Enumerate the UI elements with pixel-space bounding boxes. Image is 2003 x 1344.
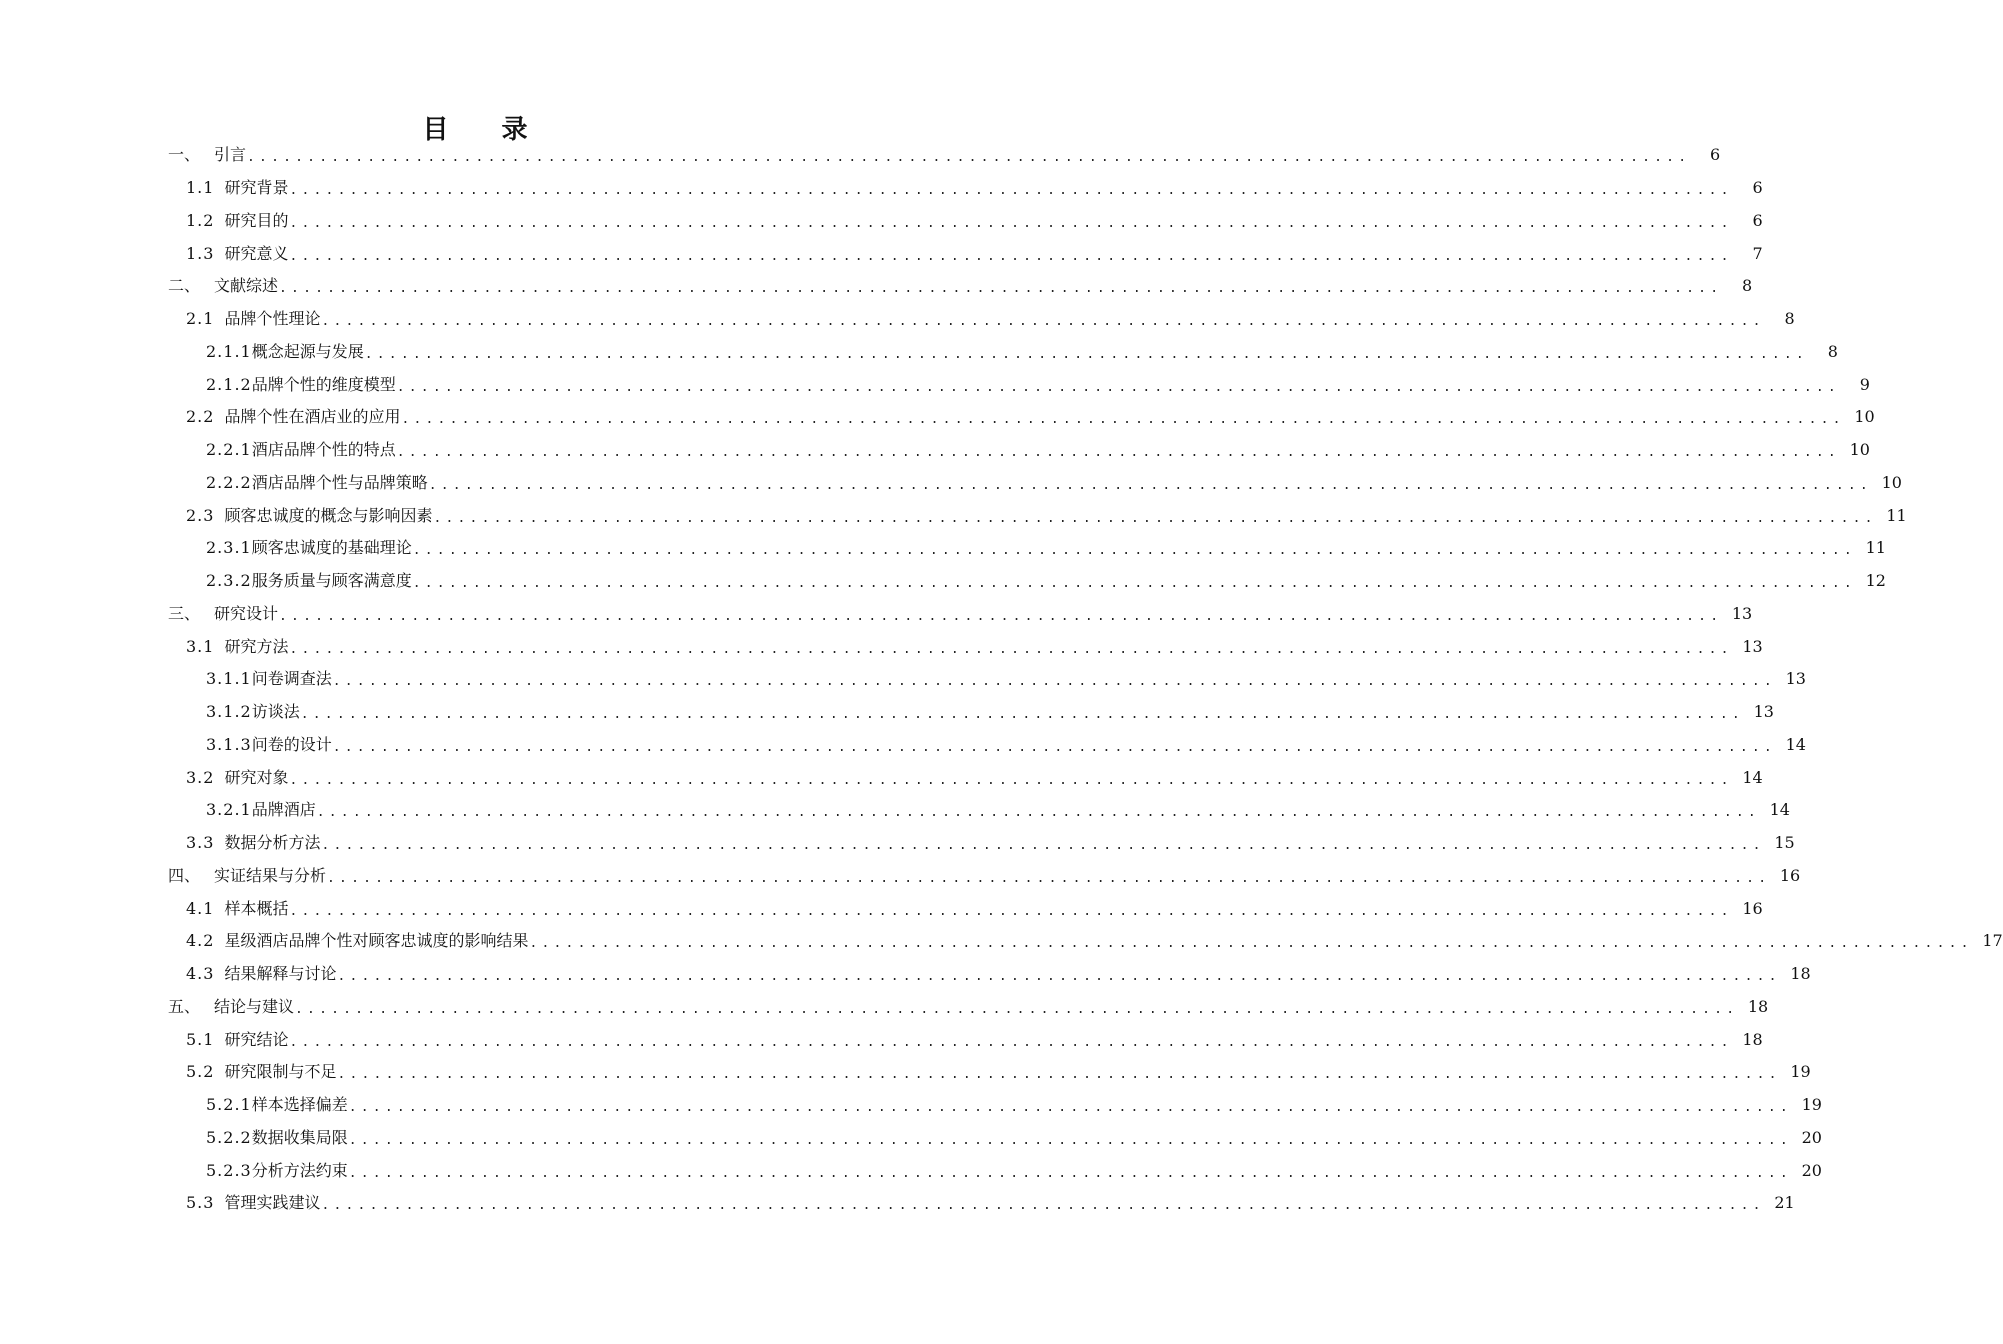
toc-entry-number: 5.2.1 xyxy=(206,1095,252,1115)
toc-entry-label: 实证结果与分析 xyxy=(214,865,327,885)
toc-dot-leader: ........................................................................................................................ xyxy=(279,608,1723,624)
toc-entry[interactable] xyxy=(0,925,2003,958)
toc-entry-label: 研究意义 xyxy=(224,243,289,263)
toc-entry-label: 结论与建议 xyxy=(214,996,295,1016)
toc-entry[interactable] xyxy=(0,172,1763,205)
toc-entry[interactable] xyxy=(0,1154,1822,1187)
toc-dot-leader: ........................................................................................................................ xyxy=(337,969,1781,985)
toc-entry-label: 研究结论 xyxy=(224,1029,289,1049)
toc-entry-number: 3.2 xyxy=(186,767,215,787)
toc-entry-number: 3.1.1 xyxy=(206,669,252,689)
toc-entry[interactable] xyxy=(0,565,1886,598)
toc-entry-label: 研究背景 xyxy=(224,178,289,198)
toc-entry[interactable] xyxy=(0,761,1763,794)
toc-dot-leader: ........................................................................................................................ xyxy=(348,1132,1792,1148)
toc-entry-page-number: 14 xyxy=(1769,800,1790,820)
toc-dot-leader: ........................................................................................................................ xyxy=(289,183,1733,199)
toc-list xyxy=(0,139,2003,1220)
toc-entry-number: 一、 xyxy=(168,145,201,165)
toc-entry-label: 研究对象 xyxy=(224,767,289,787)
toc-entry[interactable] xyxy=(0,368,1870,401)
toc-entry-number: 2.1.2 xyxy=(206,374,252,394)
toc-dot-leader: ........................................................................................................................ xyxy=(327,870,1771,886)
toc-entry-page-number: 13 xyxy=(1731,603,1753,623)
toc-entry[interactable] xyxy=(0,237,1763,270)
toc-entry-page-number: 8 xyxy=(1742,276,1753,296)
toc-entry[interactable] xyxy=(0,303,1795,336)
toc-entry[interactable] xyxy=(0,467,1902,500)
toc-entry-number: 2.2 xyxy=(186,407,215,427)
toc-entry-page-number: 18 xyxy=(1747,996,1769,1016)
toc-entry-page-number: 8 xyxy=(1827,341,1838,361)
toc-entry-page-number: 9 xyxy=(1859,374,1870,394)
toc-entry-label: 星级酒店品牌个性对顾客忠诚度的影响结果 xyxy=(224,931,529,951)
toc-entry-label: 概念起源与发展 xyxy=(251,341,364,361)
toc-entry-page-number: 10 xyxy=(1854,407,1875,427)
toc-dot-leader: ........................................................................................................................ xyxy=(321,1198,1765,1214)
toc-entry-number: 3.2.1 xyxy=(206,800,252,820)
toc-entry[interactable] xyxy=(0,1187,1795,1220)
toc-entry-label: 品牌酒店 xyxy=(251,800,316,820)
toc-entry-page-number: 19 xyxy=(1790,1062,1811,1082)
toc-entry-page-number: 13 xyxy=(1785,669,1806,689)
toc-entry-page-number: 19 xyxy=(1801,1095,1822,1115)
toc-entry-page-number: 14 xyxy=(1785,734,1806,754)
toc-entry-page-number: 7 xyxy=(1752,243,1763,263)
toc-entry-page-number: 10 xyxy=(1881,472,1902,492)
toc-entry-page-number: 18 xyxy=(1790,964,1811,984)
toc-entry-number: 2.2.2 xyxy=(206,472,252,492)
toc-entry-page-number: 11 xyxy=(1886,505,1907,525)
toc-entry-label: 结果解释与讨论 xyxy=(224,964,337,984)
toc-entry-page-number: 16 xyxy=(1742,898,1763,918)
toc-entry[interactable] xyxy=(0,1023,1763,1056)
toc-dot-leader: ........................................................................................................................ xyxy=(396,445,1840,461)
toc-entry[interactable] xyxy=(0,270,1753,303)
toc-dot-leader: ........................................................................................................................ xyxy=(529,936,1973,952)
toc-entry-number: 5.2 xyxy=(186,1062,215,1082)
toc-entry-page-number: 17 xyxy=(1982,931,2003,951)
toc-entry-label: 顾客忠诚度的概念与影响因素 xyxy=(224,505,433,525)
toc-entry[interactable] xyxy=(0,1089,1822,1122)
toc-entry-page-number: 13 xyxy=(1753,702,1774,722)
toc-entry-label: 访谈法 xyxy=(251,702,300,722)
toc-entry[interactable] xyxy=(0,401,1875,434)
toc-entry-number: 2.3.1 xyxy=(206,538,252,558)
toc-entry-number: 四、 xyxy=(168,865,201,885)
toc-entry-label: 酒店品牌个性的特点 xyxy=(251,440,396,460)
toc-entry-page-number: 13 xyxy=(1742,636,1763,656)
toc-dot-leader: ........................................................................................................................ xyxy=(295,1001,1739,1017)
toc-entry-label: 数据收集局限 xyxy=(251,1127,348,1147)
toc-entry-number: 1.3 xyxy=(186,243,215,263)
toc-dot-leader: ........................................................................................................................ xyxy=(321,314,1765,330)
toc-entry[interactable] xyxy=(0,434,1870,467)
toc-dot-leader: ........................................................................................................................ xyxy=(316,805,1760,821)
toc-entry-number: 3.1.2 xyxy=(206,702,252,722)
toc-entry-number: 5.1 xyxy=(186,1029,215,1049)
toc-entry-label: 品牌个性的维度模型 xyxy=(251,374,396,394)
toc-entry-number: 2.1 xyxy=(186,309,215,329)
toc-entry-number: 5.2.3 xyxy=(206,1160,252,1180)
toc-entry-label: 品牌个性理论 xyxy=(224,309,321,329)
toc-entry-label: 品牌个性在酒店业的应用 xyxy=(224,407,401,427)
toc-entry-page-number: 6 xyxy=(1752,178,1763,198)
toc-entry-page-number: 20 xyxy=(1801,1160,1822,1180)
toc-entry[interactable] xyxy=(0,336,1838,369)
toc-entry-label: 文献综述 xyxy=(214,276,279,296)
toc-title: 目 录 xyxy=(422,115,550,145)
toc-entry-number: 1.2 xyxy=(186,210,215,230)
toc-entry-label: 顾客忠诚度的基础理论 xyxy=(251,538,412,558)
toc-entry-label: 研究目的 xyxy=(224,210,289,230)
toc-entry-label: 分析方法约束 xyxy=(251,1160,348,1180)
toc-entry[interactable] xyxy=(0,696,1774,729)
toc-entry-number: 1.1 xyxy=(186,178,215,198)
toc-entry-page-number: 16 xyxy=(1779,865,1801,885)
toc-entry-number: 五、 xyxy=(168,996,201,1016)
toc-entry-label: 研究方法 xyxy=(224,636,289,656)
toc-entry[interactable] xyxy=(0,1056,1811,1089)
toc-entry-page-number: 15 xyxy=(1774,833,1795,853)
toc-entry-number: 3.1 xyxy=(186,636,215,656)
toc-entry-number: 3.1.3 xyxy=(206,734,252,754)
toc-entry-label: 研究设计 xyxy=(214,603,279,623)
toc-dot-leader: ........................................................................................................................ xyxy=(348,1100,1792,1116)
toc-entry-label: 管理实践建议 xyxy=(224,1193,321,1213)
toc-entry[interactable] xyxy=(0,892,1763,925)
toc-dot-leader: ........................................................................................................................ xyxy=(321,838,1765,854)
toc-dot-leader: ........................................................................................................................ xyxy=(289,772,1733,788)
toc-dot-leader: ........................................................................................................................ xyxy=(396,379,1840,395)
toc-dot-leader: ........................................................................................................................ xyxy=(289,215,1733,231)
toc-entry-label: 数据分析方法 xyxy=(224,833,321,853)
toc-entry-number: 二、 xyxy=(168,276,201,296)
toc-entry[interactable] xyxy=(0,598,1753,631)
toc-dot-leader: ........................................................................................................................ xyxy=(433,510,1877,526)
toc-entry-number: 2.3 xyxy=(186,505,215,525)
toc-entry-label: 样本选择偏差 xyxy=(251,1095,348,1115)
toc-entry-number: 3.3 xyxy=(186,833,215,853)
toc-dot-leader: ........................................................................................................................ xyxy=(337,1067,1781,1083)
toc-dot-leader: ........................................................................................................................ xyxy=(289,1034,1733,1050)
toc-dot-leader: ........................................................................................................................ xyxy=(348,1165,1792,1181)
toc-entry-page-number: 21 xyxy=(1774,1193,1795,1213)
toc-entry-page-number: 6 xyxy=(1710,145,1721,165)
toc-dot-leader: ........................................................................................................................ xyxy=(300,707,1744,723)
toc-entry[interactable] xyxy=(0,1122,1822,1155)
toc-dot-leader: ........................................................................................................................ xyxy=(401,412,1845,428)
toc-entry-page-number: 10 xyxy=(1849,440,1870,460)
toc-entry-label: 样本概括 xyxy=(224,898,289,918)
toc-entry-number: 4.2 xyxy=(186,931,215,951)
toc-entry-page-number: 14 xyxy=(1742,767,1763,787)
toc-dot-leader: ........................................................................................................................ xyxy=(332,739,1776,755)
toc-entry[interactable] xyxy=(0,991,1769,1024)
toc-entry-number: 2.2.1 xyxy=(206,440,252,460)
toc-entry[interactable] xyxy=(0,139,1721,172)
toc-entry-label: 问卷调查法 xyxy=(251,669,332,689)
toc-dot-leader: ........................................................................................................................ xyxy=(364,346,1808,362)
toc-entry[interactable] xyxy=(0,958,1811,991)
toc-entry-number: 三、 xyxy=(168,603,201,623)
toc-dot-leader: ........................................................................................................................ xyxy=(412,576,1856,592)
toc-entry[interactable] xyxy=(0,729,1806,762)
toc-entry[interactable] xyxy=(0,499,1907,532)
toc-dot-leader: ........................................................................................................................ xyxy=(289,903,1733,919)
toc-entry-number: 5.3 xyxy=(186,1193,215,1213)
toc-dot-leader: ........................................................................................................................ xyxy=(412,543,1856,559)
toc-entry-page-number: 8 xyxy=(1784,309,1795,329)
toc-dot-leader: ........................................................................................................................ xyxy=(279,281,1723,297)
toc-entry[interactable] xyxy=(0,860,1801,893)
toc-dot-leader: ........................................................................................................................ xyxy=(247,150,1691,166)
toc-entry-page-number: 20 xyxy=(1801,1127,1822,1147)
toc-entry-number: 2.3.2 xyxy=(206,571,252,591)
toc-entry[interactable] xyxy=(0,663,1806,696)
toc-entry-label: 服务质量与顾客满意度 xyxy=(251,571,412,591)
toc-entry[interactable] xyxy=(0,532,1886,565)
toc-dot-leader: ........................................................................................................................ xyxy=(289,641,1733,657)
toc-dot-leader: ........................................................................................................................ xyxy=(428,477,1872,493)
toc-entry[interactable] xyxy=(0,205,1763,238)
toc-entry-label: 问卷的设计 xyxy=(251,734,332,754)
toc-entry-page-number: 11 xyxy=(1865,538,1886,558)
toc-entry-number: 4.1 xyxy=(186,898,215,918)
toc-entry-label: 研究限制与不足 xyxy=(224,1062,337,1082)
toc-entry-label: 酒店品牌个性与品牌策略 xyxy=(251,472,428,492)
toc-entry-page-number: 6 xyxy=(1752,210,1763,230)
toc-entry[interactable] xyxy=(0,827,1795,860)
toc-dot-leader: ........................................................................................................................ xyxy=(332,674,1776,690)
toc-entry-number: 4.3 xyxy=(186,964,215,984)
toc-entry-page-number: 18 xyxy=(1742,1029,1763,1049)
toc-entry-label: 引言 xyxy=(214,145,247,165)
toc-entry-number: 5.2.2 xyxy=(206,1127,252,1147)
toc-entry-number: 2.1.1 xyxy=(206,341,252,361)
toc-entry[interactable] xyxy=(0,794,1790,827)
toc-entry-page-number: 12 xyxy=(1865,571,1886,591)
toc-dot-leader: ........................................................................................................................ xyxy=(289,248,1733,264)
toc-entry[interactable] xyxy=(0,630,1763,663)
